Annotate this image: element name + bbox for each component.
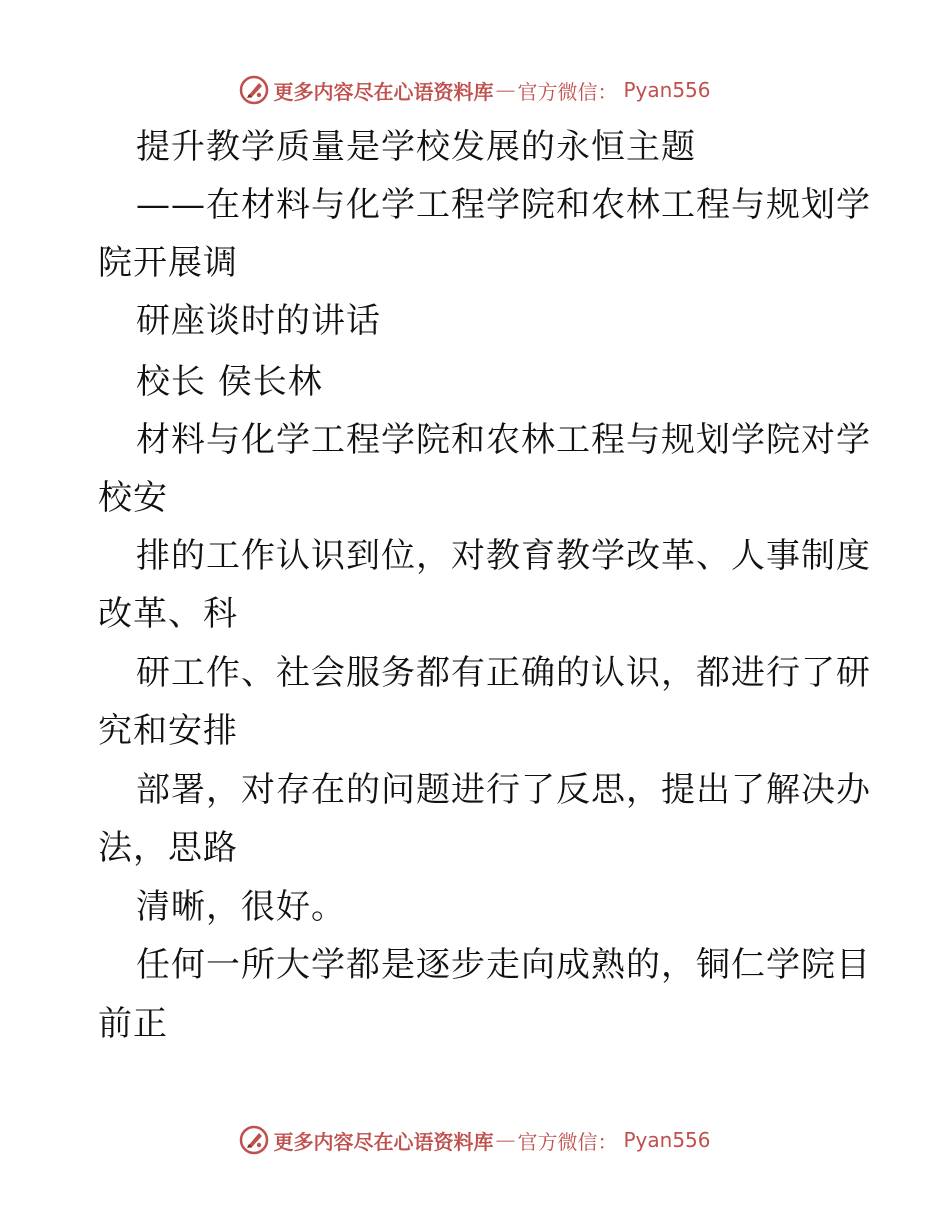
document-subtitle-cont-2: 研座谈时的讲话 [136,301,381,341]
document-subtitle: ——在材料与化学工程学院和农林工程与规划学 [136,185,871,225]
header-dash: — [495,78,516,102]
footer-banner [0,1122,950,1158]
header-brand-text: 更多内容尽在心语资料库 [273,79,494,104]
header-wechat-id: Pyan556 [623,78,711,102]
paragraph-line: 究和安排 [98,711,238,751]
document-subtitle-cont: 院开展调 [98,243,238,283]
header-official-label: 官方微信 [517,79,598,104]
document-author: 校长 侯长林 [136,362,323,402]
paragraph-line: 前正 [98,1004,168,1044]
header-colon: ： [597,79,618,104]
footer-official-label: 官方微信 [517,1129,598,1154]
paragraph-line: 清晰，很好。 [136,887,346,927]
paragraph-line: 研工作、社会服务都有正确的认识，都进行了研 [136,653,871,693]
paragraph-line: 法，思路 [98,828,238,868]
document-title: 提升教学质量是学校发展的永恒主题 [136,127,696,167]
footer-wechat-id: Pyan556 [623,1128,711,1152]
paragraph-line: 材料与化学工程学院和农林工程与规划学院对学 [136,420,871,460]
paragraph-line: 改革、科 [98,594,238,634]
footer-colon: ： [597,1129,618,1154]
brand-logo-icon [239,1125,269,1155]
paragraph-line: 排的工作认识到位，对教育教学改革、人事制度 [136,536,871,576]
paragraph-line: 部署，对存在的问题进行了反思，提出了解决办 [136,770,871,810]
paragraph-line: 任何一所大学都是逐步走向成熟的，铜仁学院目 [136,945,871,985]
footer-brand-text: 更多内容尽在心语资料库 [273,1129,494,1154]
footer-dash: — [495,1128,516,1152]
paragraph-line: 校安 [98,478,168,518]
